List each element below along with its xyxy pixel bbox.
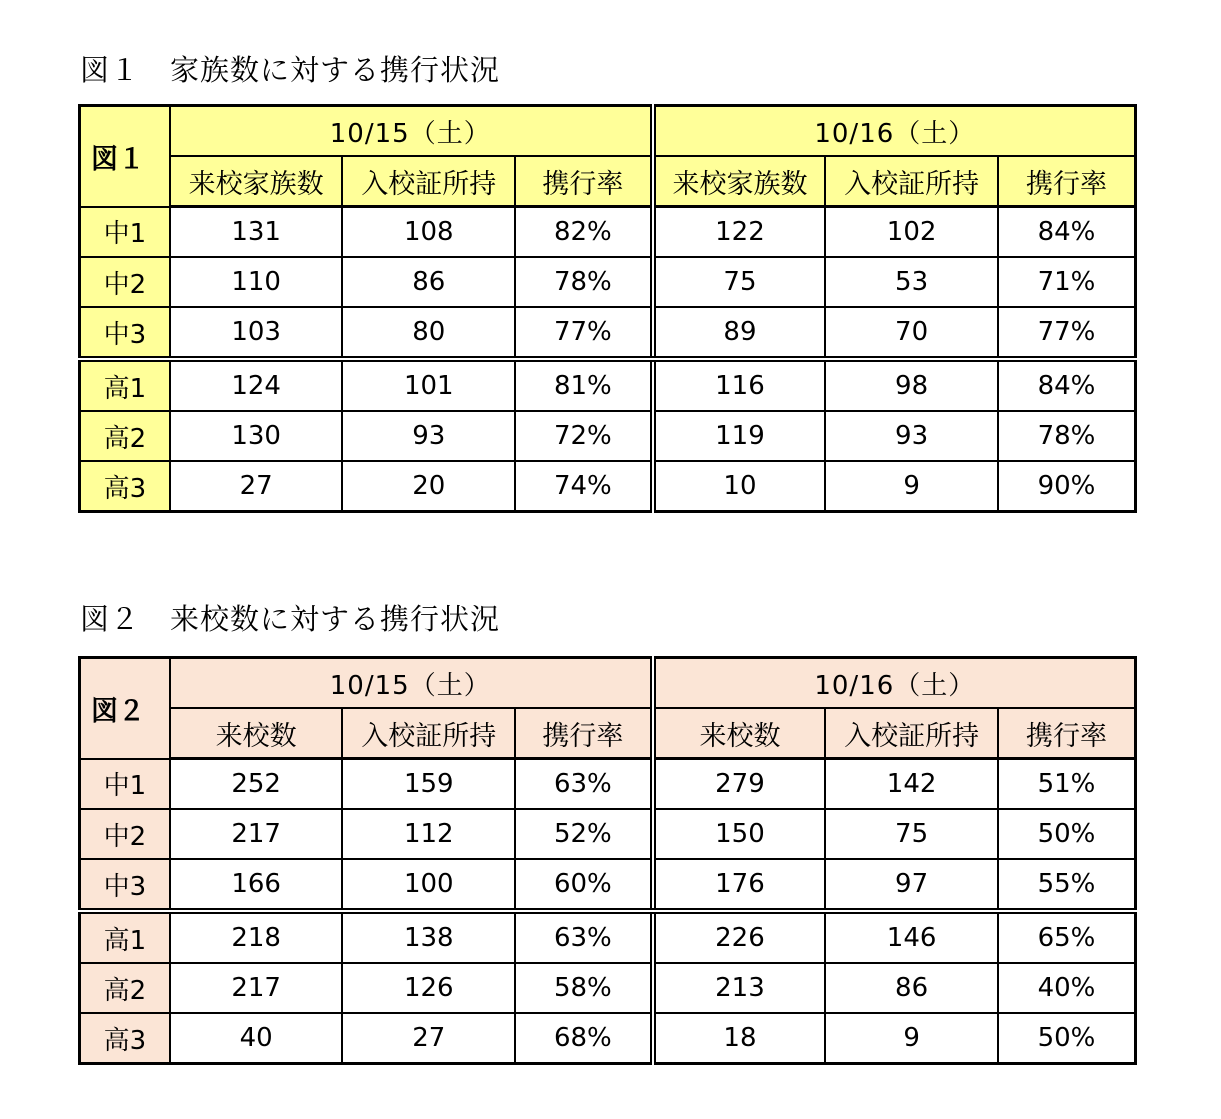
- table-cell: 217: [170, 963, 343, 1013]
- table-cell: 81%: [515, 359, 653, 411]
- table-cell: 110: [170, 257, 343, 307]
- table-cell: 130: [170, 411, 343, 461]
- table-cell: 93: [825, 411, 998, 461]
- table-row: [80, 307, 1136, 359]
- row-label: 高3: [80, 461, 170, 512]
- table-cell: 226: [653, 911, 826, 963]
- column-header: 来校家族数: [653, 156, 826, 207]
- table-cell: 126: [342, 963, 515, 1013]
- date-header: 10/16（土）: [653, 658, 1136, 709]
- table-cell: 51%: [998, 759, 1136, 810]
- table-cell: 131: [170, 207, 343, 258]
- table-cell: 146: [825, 911, 998, 963]
- column-header: 入校証所持: [342, 156, 515, 207]
- row-label: 高2: [80, 963, 170, 1013]
- figure-2-table: [78, 656, 1137, 1065]
- table-cell: 63%: [515, 911, 653, 963]
- column-header: 来校家族数: [170, 156, 343, 207]
- column-header: 入校証所持: [342, 708, 515, 759]
- table-cell: 75: [653, 257, 826, 307]
- table-row: [80, 207, 1136, 258]
- row-label: 高3: [80, 1013, 170, 1064]
- row-label: 高2: [80, 411, 170, 461]
- table-cell: 18: [653, 1013, 826, 1064]
- date-header: 10/15（土）: [170, 658, 653, 709]
- table-cell: 77%: [998, 307, 1136, 359]
- table-cell: 65%: [998, 911, 1136, 963]
- table-cell: 218: [170, 911, 343, 963]
- table-row: [80, 461, 1136, 512]
- table-cell: 27: [342, 1013, 515, 1064]
- column-header: 入校証所持: [825, 156, 998, 207]
- figure-2-caption: 図２ 来校数に対する携行状況: [80, 602, 501, 636]
- table-cell: 176: [653, 859, 826, 911]
- table-cell: 112: [342, 809, 515, 859]
- table-cell: 71%: [998, 257, 1136, 307]
- table-cell: 122: [653, 207, 826, 258]
- table-cell: 72%: [515, 411, 653, 461]
- table-cell: 60%: [515, 859, 653, 911]
- table-cell: 213: [653, 963, 826, 1013]
- row-label: 高1: [80, 911, 170, 963]
- table-row: [80, 859, 1136, 911]
- table-cell: 86: [342, 257, 515, 307]
- table-row: [80, 809, 1136, 859]
- table-cell: 75: [825, 809, 998, 859]
- table-cell: 93: [342, 411, 515, 461]
- table-row: [80, 257, 1136, 307]
- table-cell: 52%: [515, 809, 653, 859]
- table-cell: 58%: [515, 963, 653, 1013]
- table-cell: 166: [170, 859, 343, 911]
- row-label: 中1: [80, 759, 170, 810]
- table-cell: 100: [342, 859, 515, 911]
- table-cell: 68%: [515, 1013, 653, 1064]
- table-cell: 138: [342, 911, 515, 963]
- corner-label: 図１: [80, 106, 170, 207]
- column-header: 来校数: [170, 708, 343, 759]
- table-cell: 103: [170, 307, 343, 359]
- table-cell: 77%: [515, 307, 653, 359]
- table-cell: 252: [170, 759, 343, 810]
- column-header: 携行率: [998, 156, 1136, 207]
- table-cell: 50%: [998, 1013, 1136, 1064]
- date-header: 10/15（土）: [170, 106, 653, 157]
- table-cell: 98: [825, 359, 998, 411]
- table-row: [80, 911, 1136, 963]
- table-cell: 9: [825, 461, 998, 512]
- table-cell: 82%: [515, 207, 653, 258]
- table-cell: 119: [653, 411, 826, 461]
- table-cell: 159: [342, 759, 515, 810]
- table-row: [80, 1013, 1136, 1064]
- table-cell: 217: [170, 809, 343, 859]
- row-label: 中3: [80, 307, 170, 359]
- table-cell: 9: [825, 1013, 998, 1064]
- table-cell: 84%: [998, 207, 1136, 258]
- table-cell: 53: [825, 257, 998, 307]
- table-cell: 116: [653, 359, 826, 411]
- table-cell: 40: [170, 1013, 343, 1064]
- table-cell: 86: [825, 963, 998, 1013]
- table-cell: 74%: [515, 461, 653, 512]
- table-cell: 90%: [998, 461, 1136, 512]
- row-label: 高1: [80, 359, 170, 411]
- figure-1-caption: 図１ 家族数に対する携行状況: [80, 53, 501, 87]
- row-label: 中2: [80, 257, 170, 307]
- table-cell: 108: [342, 207, 515, 258]
- table-cell: 55%: [998, 859, 1136, 911]
- table-cell: 78%: [998, 411, 1136, 461]
- table-cell: 78%: [515, 257, 653, 307]
- table-row: [80, 359, 1136, 411]
- figure-1-table: [78, 104, 1137, 513]
- table-cell: 10: [653, 461, 826, 512]
- table-cell: 20: [342, 461, 515, 512]
- table-cell: 80: [342, 307, 515, 359]
- table-cell: 84%: [998, 359, 1136, 411]
- table-row: [80, 963, 1136, 1013]
- table-cell: 102: [825, 207, 998, 258]
- table-cell: 124: [170, 359, 343, 411]
- corner-label: 図２: [80, 658, 170, 759]
- table-cell: 40%: [998, 963, 1136, 1013]
- table-row: [80, 411, 1136, 461]
- row-label: 中2: [80, 809, 170, 859]
- table-cell: 101: [342, 359, 515, 411]
- row-label: 中3: [80, 859, 170, 911]
- column-header: 携行率: [998, 708, 1136, 759]
- table-cell: 89: [653, 307, 826, 359]
- column-header: 携行率: [515, 708, 653, 759]
- row-label: 中1: [80, 207, 170, 258]
- table-cell: 27: [170, 461, 343, 512]
- table-cell: 97: [825, 859, 998, 911]
- table-cell: 63%: [515, 759, 653, 810]
- table-cell: 70: [825, 307, 998, 359]
- table-cell: 279: [653, 759, 826, 810]
- column-header: 携行率: [515, 156, 653, 207]
- table-cell: 150: [653, 809, 826, 859]
- date-header: 10/16（土）: [653, 106, 1136, 157]
- table-row: [80, 759, 1136, 810]
- table-cell: 50%: [998, 809, 1136, 859]
- column-header: 来校数: [653, 708, 826, 759]
- table-cell: 142: [825, 759, 998, 810]
- column-header: 入校証所持: [825, 708, 998, 759]
